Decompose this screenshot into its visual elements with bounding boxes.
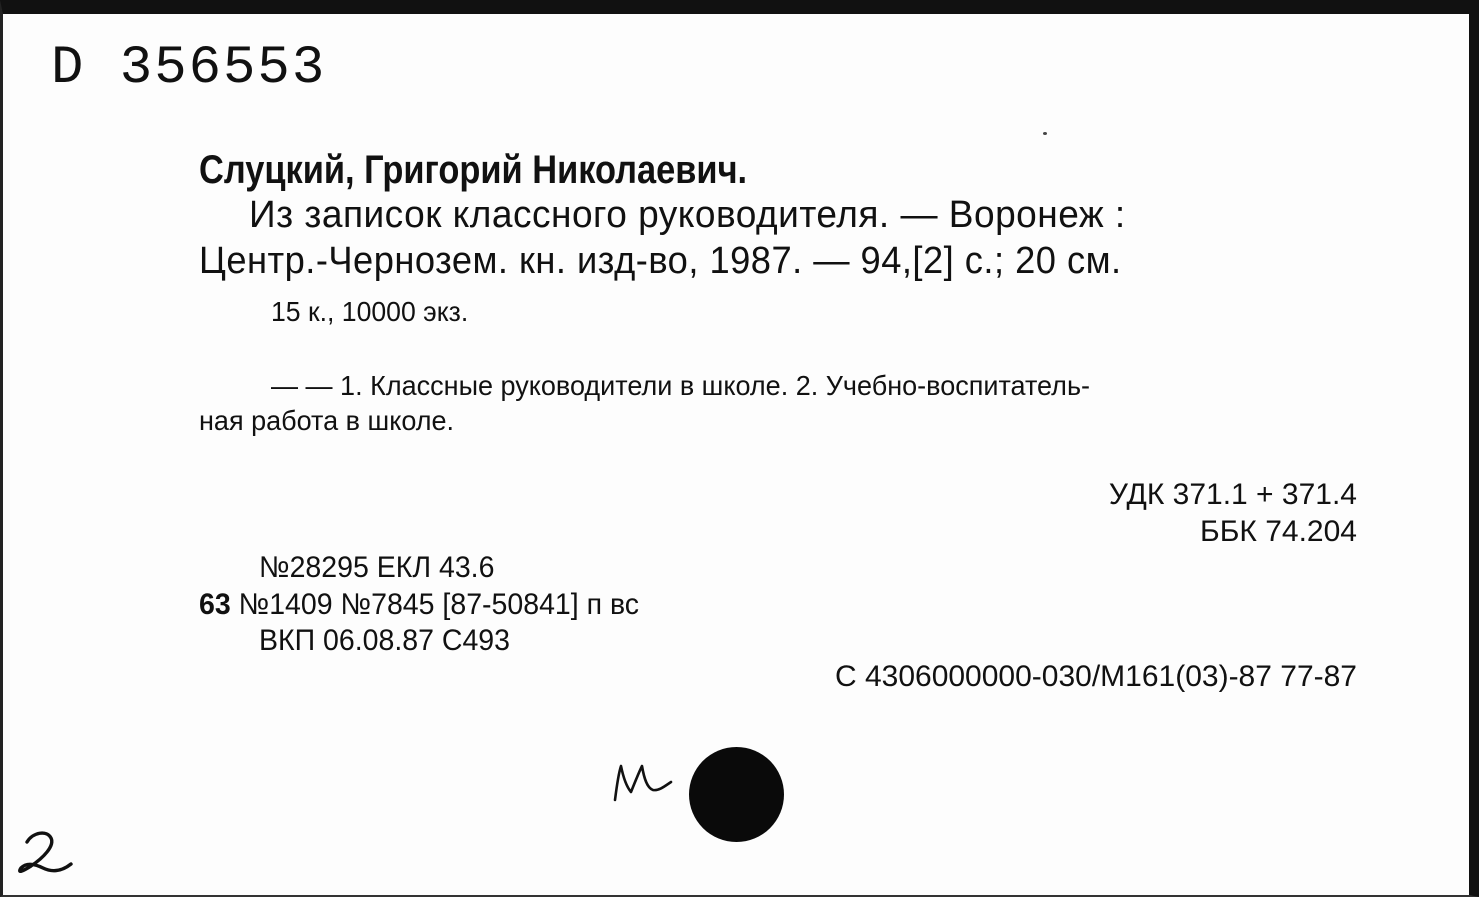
handwritten-m-mark <box>609 754 681 806</box>
catalog-number: D 356553 <box>51 38 327 99</box>
publisher-line <box>199 242 1165 280</box>
order-number: 63 <box>199 588 231 621</box>
subjects-line-2 <box>199 407 463 435</box>
bbk-code: ББК 74.204 <box>1200 515 1357 548</box>
registration-line-3 <box>259 626 523 656</box>
registration-line-2 <box>199 590 662 620</box>
publisher-text: Центр.-Чернозем. кн. изд-во, 1987. — 94,[2] с.; 20 см. <box>199 240 1122 282</box>
price-text: 15 к., 10000 экз. <box>271 296 469 327</box>
subjects-line-1 <box>271 372 1120 400</box>
registration-line-1 <box>259 553 507 583</box>
publication-index: С 4306000000-030/М161(03)-87 77-87 <box>834 660 1357 693</box>
author-name: Слуцкий, Григорий Николаевич. <box>199 148 748 192</box>
subjects-text-2: ная работа в школе. <box>199 405 455 436</box>
handwritten-digit-2 <box>13 824 79 884</box>
udk-code: УДК 371.1 + 371.4 <box>1108 478 1357 511</box>
filled-circle-mark <box>689 747 784 842</box>
title-line <box>249 196 1148 234</box>
author-heading <box>199 150 836 190</box>
registration-text-1: №28295 ЕКЛ 43.6 <box>259 551 495 584</box>
ink-speck <box>1043 132 1047 135</box>
registration-text-3: ВКП 06.08.87 С493 <box>259 624 511 657</box>
title-text: Из записок классного руководителя. — Воронеж : <box>249 194 1126 236</box>
price-line <box>271 298 479 326</box>
subjects-text-1: — — 1. Классные руководители в школе. 2. Учебно-воспитатель- <box>271 370 1091 401</box>
registration-text-2: №1409 №7845 [87-50841] п вс <box>238 588 640 621</box>
